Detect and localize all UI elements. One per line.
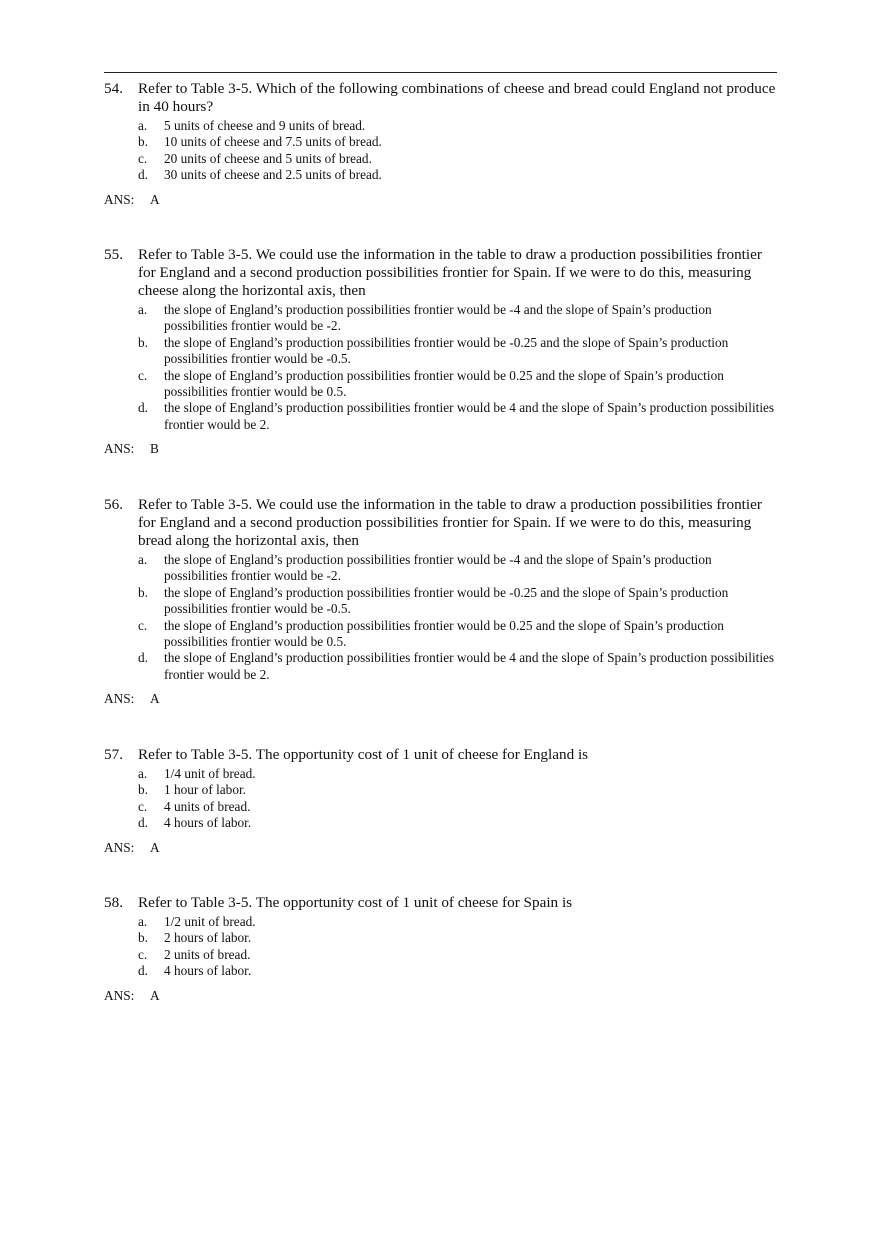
option-letter: d. [138,963,148,979]
option-c [104,799,776,815]
option-letter: c. [138,798,148,814]
option-text: 10 units of cheese and 7.5 units of bread. [164,134,382,150]
option-b [104,335,776,368]
question-text: Refer to Table 3-5. We could use the information in the table to draw a production possibilities frontier for England and a second production possibilities frontier for Spain. If we were to do this, measuring bread along the horizontal axis, then [138,496,762,549]
question-stem [104,246,776,300]
option-c [104,947,776,963]
question-56 [104,496,776,707]
question-text: Refer to Table 3-5. We could use the information in the table to draw a production possibilities frontier for England and a second production possibilities frontier for Spain. If we were to do this, measuring cheese along the horizontal axis, then [138,246,762,299]
option-text: 1/4 unit of bread. [164,766,256,781]
answer-label: ANS: [104,987,135,1003]
answer-options [104,118,776,184]
option-text: the slope of England’s production possibilities frontier would be -0.25 and the slope of Spain’s production possibilities frontier would be -0.5. [164,334,729,367]
option-a [104,914,776,930]
answer-value: A [150,191,160,207]
question-text: Refer to Table 3-5. Which of the following combinations of cheese and bread could England not produce in 40 hours? [138,80,776,115]
option-letter: c. [138,617,148,633]
option-text: the slope of England’s production possibilities frontier would be -4 and the slope of Spain’s production possibilities frontier would be -2. [164,552,712,584]
option-letter: a. [138,914,148,929]
option-letter: b. [138,584,148,600]
option-text: the slope of England’s production possibilities frontier would be -0.25 and the slope of Spain’s production possibilities frontier would be -0.5. [164,584,729,617]
option-text: 1/2 unit of bread. [164,914,256,929]
option-text: 4 units of bread. [164,798,251,814]
option-text: 20 units of cheese and 5 units of bread. [164,150,372,166]
question-number: 56. [104,496,123,513]
answer-options [104,914,776,980]
option-b [104,134,776,150]
answer-value: A [150,987,160,1003]
question-57 [104,746,776,856]
option-d [104,815,776,831]
option-letter: a. [138,552,148,567]
option-d [104,167,776,183]
option-text: 5 units of cheese and 9 units of bread. [164,118,366,133]
answer-label: ANS: [104,441,135,457]
option-text: 4 hours of labor. [164,963,252,979]
option-letter: c. [138,150,148,166]
option-letter: c. [138,367,148,383]
answer-options [104,302,776,433]
option-text: 2 hours of labor. [164,930,252,946]
option-text: the slope of England’s production possibilities frontier would be -4 and the slope of Spain’s production possibilities frontier would be -2. [164,302,712,334]
answer-label: ANS: [104,839,135,855]
answer-label: ANS: [104,691,135,707]
answer-line [104,691,776,707]
question-stem [104,746,776,764]
answer-line [104,441,776,457]
option-letter: b. [138,334,148,350]
option-a [104,766,776,782]
option-letter: a. [138,766,148,781]
answer-label: ANS: [104,191,135,207]
answer-options [104,766,776,832]
question-54 [104,80,776,208]
answer-options [104,552,776,683]
option-letter: d. [138,167,148,183]
question-58 [104,894,776,1004]
question-number: 58. [104,894,123,911]
option-d [104,400,776,433]
option-letter: a. [138,302,148,317]
option-d [104,650,776,683]
option-text: 4 hours of labor. [164,815,252,831]
option-letter: d. [138,400,148,416]
option-c [104,368,776,401]
question-stem [104,80,776,116]
option-text: the slope of England’s production possibilities frontier would be 4 and the slope of Spain’s production possibilities frontier would be 2. [164,650,775,682]
answer-line [104,840,776,856]
answer-value: A [150,839,160,855]
option-letter: a. [138,118,148,133]
option-a [104,552,776,585]
option-letter: b. [138,930,148,946]
option-a [104,118,776,134]
question-stem [104,894,776,912]
question-55 [104,246,776,457]
option-c [104,151,776,167]
option-letter: d. [138,650,148,666]
answer-value: A [150,691,160,707]
question-stem [104,496,776,550]
option-a [104,302,776,335]
answer-line [104,988,776,1004]
option-text: 1 hour of labor. [164,782,246,798]
option-text: the slope of England’s production possibilities frontier would be 0.25 and the slope of Spain’s production possibilities frontier would be 0.5. [164,367,724,400]
option-c [104,618,776,651]
option-b [104,782,776,798]
option-text: the slope of England’s production possibilities frontier would be 4 and the slope of Spain’s production possibilities frontier would be 2. [164,400,775,432]
option-letter: b. [138,782,148,798]
question-number: 57. [104,746,123,763]
question-text: Refer to Table 3-5. The opportunity cost of 1 unit of cheese for England is [138,746,589,763]
option-letter: c. [138,946,148,962]
question-text: Refer to Table 3-5. The opportunity cost of 1 unit of cheese for Spain is [138,894,573,911]
option-text: the slope of England’s production possibilities frontier would be 0.25 and the slope of Spain’s production possibilities frontier would be 0.5. [164,617,724,650]
question-number: 54. [104,80,123,97]
option-text: 2 units of bread. [164,946,251,962]
option-b [104,585,776,618]
option-letter: d. [138,815,148,831]
option-b [104,930,776,946]
header-rule [104,72,777,73]
option-text: 30 units of cheese and 2.5 units of bread. [164,167,382,183]
answer-value: B [150,441,159,457]
answer-line [104,192,776,208]
option-d [104,963,776,979]
question-number: 55. [104,246,123,263]
option-letter: b. [138,134,148,150]
